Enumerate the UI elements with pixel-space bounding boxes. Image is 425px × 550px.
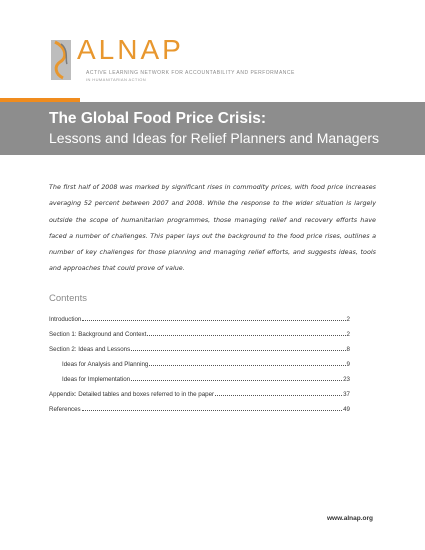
toc-entry-analysis-planning[interactable]	[62, 358, 350, 368]
toc-entry-label: Section 1: Background and Context	[49, 331, 147, 338]
toc-page-number: 9	[346, 361, 350, 368]
toc-entry-label: Ideas for Implementation	[62, 376, 131, 383]
toc-entry-implementation[interactable]	[62, 373, 350, 383]
toc-page-number: 2	[346, 331, 350, 338]
toc-entry-label: Appendix: Detailed tables and boxes referred to in the paper	[49, 391, 215, 398]
toc-page-number: 8	[346, 346, 350, 353]
toc-page-number: 23	[343, 376, 350, 383]
toc-leader-dots	[82, 410, 342, 411]
document-subtitle: Lessons and Ideas for Relief Planners and Managers	[49, 130, 379, 146]
logo-tagline-1: ACTIVE LEARNING NETWORK FOR ACCOUNTABILITY AND PERFORMANCE	[86, 70, 295, 76]
toc-leader-dots	[131, 380, 342, 381]
toc-leader-dots	[131, 350, 345, 351]
toc-page-number: 37	[343, 391, 350, 398]
toc-entry-references[interactable]	[49, 403, 350, 413]
logo-tagline-2: IN HUMANITARIAN ACTION	[86, 77, 147, 82]
logo-wordmark: ALNAP	[77, 34, 184, 65]
abstract-paragraph: The first half of 2008 was marked by significant rises in commodity prices, with food price increases averaging 52 percent between 2007 and 2008. While the response to the wider situation is largely outside the scope of humanitarian programmes, those managing relief and recovery efforts have faced a number of challenges. This paper lays out the background to the food price rises, outlines a number of key challenges for those planning and managing relief efforts, and suggests ideas, tools and approaches that could prove of value.	[49, 183, 376, 273]
toc-entry-introduction[interactable]	[49, 313, 350, 323]
toc-leader-dots	[147, 335, 345, 336]
toc-page-number: 2	[346, 316, 350, 323]
toc-entry-appendix[interactable]	[49, 388, 350, 398]
toc-leader-dots	[82, 320, 345, 321]
toc-entry-label: Introduction	[49, 316, 82, 323]
toc-entry-section-2[interactable]	[49, 343, 350, 353]
toc-entry-section-1[interactable]	[49, 328, 350, 338]
toc-entry-label: References	[49, 406, 81, 413]
alnap-logo-mark-icon	[51, 40, 71, 80]
toc-page-number: 49	[343, 406, 350, 413]
toc-leader-dots	[149, 365, 345, 366]
document-title: The Global Food Price Crisis:	[49, 110, 267, 127]
footer-url[interactable]: www.alnap.org	[327, 515, 373, 522]
toc-leader-dots	[215, 395, 342, 396]
toc-entry-label: Ideas for Analysis and Planning	[62, 361, 149, 368]
toc-entry-label: Section 2: Ideas and Lessons	[49, 346, 131, 353]
contents-heading: Contents	[49, 293, 88, 304]
